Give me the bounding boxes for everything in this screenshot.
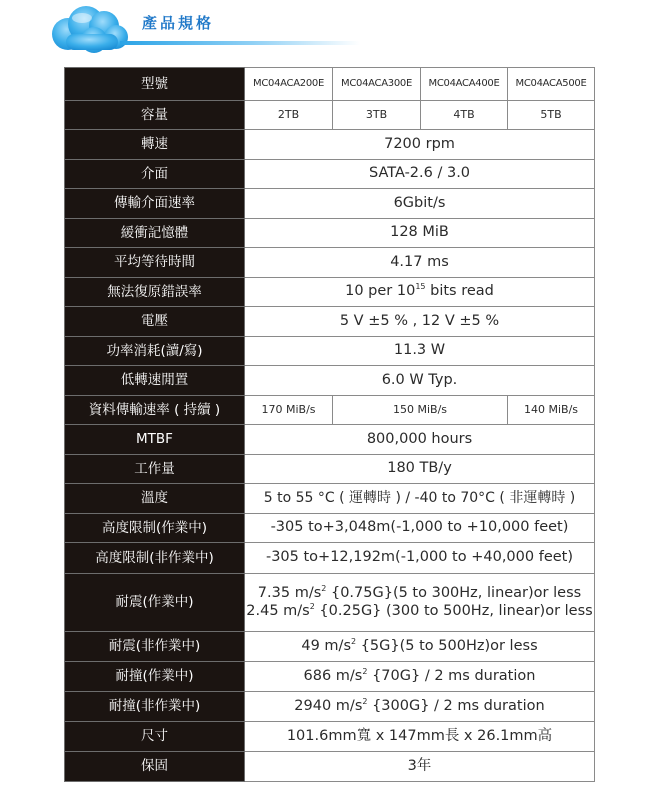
vib-op-2-exp: 2 xyxy=(309,601,315,611)
power-value: 11.3 W xyxy=(245,337,595,366)
capacity-value: 3TB xyxy=(333,101,421,130)
shock-nonop-b: {300G} / 2 ms duration xyxy=(367,697,545,714)
workload-label: 工作量 xyxy=(65,455,245,484)
row-idle xyxy=(65,366,595,396)
row-model xyxy=(65,68,595,101)
model-value: MC04ACA300E xyxy=(333,68,421,101)
rpm-label: 轉速 xyxy=(65,130,245,160)
voltage-value: 5 V ±5 % , 12 V ±5 % xyxy=(245,307,595,337)
alt-op-value: -305 to+3,048m(-1,000 to +10,000 feet) xyxy=(245,514,595,543)
row-shock-op xyxy=(65,662,595,692)
idle-label: 低轉速閒置 xyxy=(65,366,245,396)
power-label: 功率消耗(讀/寫) xyxy=(65,337,245,366)
shock-nonop-value xyxy=(245,692,595,722)
mtbf-value: 800,000 hours xyxy=(245,425,595,455)
row-vibration-nonop xyxy=(65,632,595,662)
workload-value: 180 TB/y xyxy=(245,455,595,484)
temp-value: 5 to 55 °C ( 運轉時 ) / -40 to 70°C ( 非運轉時 ) xyxy=(245,484,595,514)
row-interface xyxy=(65,160,595,189)
spec-table xyxy=(64,67,595,782)
voltage-label: 電壓 xyxy=(65,307,245,337)
alt-op-label: 高度限制(作業中) xyxy=(65,514,245,543)
section-title: 產品規格 xyxy=(142,14,215,32)
alt-nonop-value: -305 to+12,192m(-1,000 to +40,000 feet) xyxy=(245,543,595,574)
warranty-value: 3年 xyxy=(245,752,595,782)
size-value: 101.6mm寬 x 147mm長 x 26.1mm高 xyxy=(245,722,595,752)
vib-nonop-a: 49 m/s xyxy=(301,637,351,654)
cache-value: 128 MiB xyxy=(245,219,595,248)
model-value: MC04ACA500E xyxy=(508,68,595,101)
shock-op-b: {70G} / 2 ms duration xyxy=(367,667,536,684)
shock-op-label: 耐撞(作業中) xyxy=(65,662,245,692)
vib-op-1-exp: 2 xyxy=(321,584,327,594)
row-vibration-op xyxy=(65,574,595,632)
speed-label: 傳輸介面速率 xyxy=(65,189,245,219)
vib-op-1b: {0.75G}(5 to 300Hz, linear)or less xyxy=(326,585,582,602)
shock-op-value xyxy=(245,662,595,692)
size-label: 尺寸 xyxy=(65,722,245,752)
speed-value: 6Gbit/s xyxy=(245,189,595,219)
vib-op-1a: 7.35 m/s xyxy=(257,585,322,602)
row-warranty xyxy=(65,752,595,782)
row-capacity xyxy=(65,101,595,130)
shock-nonop-a: 2940 m/s xyxy=(294,697,363,714)
vib-op-line-2 xyxy=(245,603,594,620)
transfer-value: 150 MiB/s xyxy=(333,396,508,425)
row-size xyxy=(65,722,595,752)
row-voltage xyxy=(65,307,595,337)
vib-op-2a: 2.45 m/s xyxy=(246,602,310,619)
vib-nonop-label: 耐震(非作業中) xyxy=(65,632,245,662)
vib-op-line-1 xyxy=(245,585,594,602)
capacity-label: 容量 xyxy=(65,101,245,130)
vib-nonop-exp: 2 xyxy=(351,636,357,646)
row-latency xyxy=(65,248,595,278)
latency-label: 平均等待時間 xyxy=(65,248,245,278)
mtbf-label: MTBF xyxy=(65,425,245,455)
row-altitude-op xyxy=(65,514,595,543)
row-workload xyxy=(65,455,595,484)
model-label: 型號 xyxy=(65,68,245,101)
error-exponent: 15 xyxy=(415,282,426,292)
shock-nonop-exp: 2 xyxy=(362,696,368,706)
row-altitude-nonop xyxy=(65,543,595,574)
section-header xyxy=(0,0,650,58)
vib-op-value xyxy=(245,574,595,632)
row-error-rate xyxy=(65,278,595,307)
warranty-label: 保固 xyxy=(65,752,245,782)
vib-op-2b: {0.25G} (300 to 500Hz, linear)or less xyxy=(314,602,593,619)
error-suffix: bits read xyxy=(425,283,494,300)
interface-label: 介面 xyxy=(65,160,245,189)
row-cache xyxy=(65,219,595,248)
capacity-value: 4TB xyxy=(421,101,508,130)
shock-nonop-label: 耐撞(非作業中) xyxy=(65,692,245,722)
error-label: 無法復原錯誤率 xyxy=(65,278,245,307)
transfer-value: 140 MiB/s xyxy=(508,396,595,425)
temp-label: 溫度 xyxy=(65,484,245,514)
alt-nonop-label: 高度限制(非作業中) xyxy=(65,543,245,574)
row-speed xyxy=(65,189,595,219)
error-prefix: 10 per 10 xyxy=(345,283,416,300)
row-mtbf xyxy=(65,425,595,455)
capacity-value: 2TB xyxy=(245,101,333,130)
transfer-label: 資料傳輸速率 ( 持續 ) xyxy=(65,396,245,425)
row-transfer-rate xyxy=(65,396,595,425)
vib-nonop-value xyxy=(245,632,595,662)
interface-value: SATA-2.6 / 3.0 xyxy=(245,160,595,189)
latency-value: 4.17 ms xyxy=(245,248,595,278)
row-power xyxy=(65,337,595,366)
header-underline xyxy=(120,41,360,45)
transfer-value: 170 MiB/s xyxy=(245,396,333,425)
capacity-value: 5TB xyxy=(508,101,595,130)
shock-op-a: 686 m/s xyxy=(303,667,363,684)
vib-nonop-b: {5G}(5 to 500Hz)or less xyxy=(356,637,538,654)
cache-label: 緩衝記憶體 xyxy=(65,219,245,248)
rpm-value: 7200 rpm xyxy=(245,130,595,160)
row-shock-nonop xyxy=(65,692,595,722)
error-value xyxy=(245,278,595,307)
vib-op-label: 耐震(作業中) xyxy=(65,574,245,632)
shock-op-exp: 2 xyxy=(362,666,368,676)
row-rpm xyxy=(65,130,595,160)
cloud-icon xyxy=(46,4,132,54)
row-temperature xyxy=(65,484,595,514)
model-value: MC04ACA400E xyxy=(421,68,508,101)
model-value: MC04ACA200E xyxy=(245,68,333,101)
idle-value: 6.0 W Typ. xyxy=(245,366,595,396)
